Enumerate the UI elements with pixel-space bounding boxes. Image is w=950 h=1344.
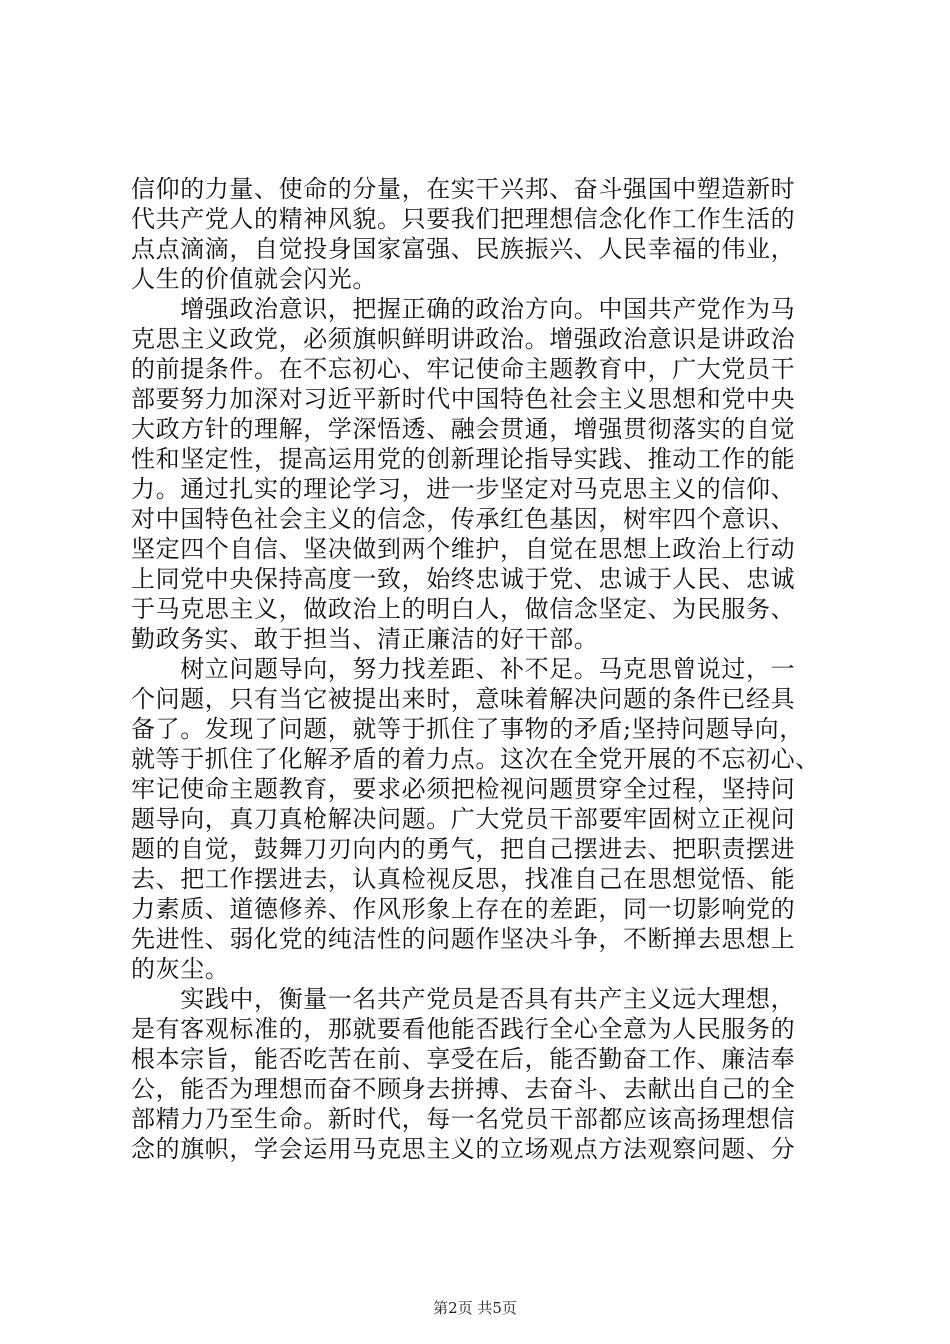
paragraph-start-line: 增强政治意识，把握正确的政治方向。中国共产党作为马 [131, 295, 796, 323]
text-line: 性和坚定性，提高运用党的创新理论指导实践、推动工作的能 [131, 445, 796, 473]
text-line: 于马克思主义，做政治上的明白人，做信念坚定、为民服务、 [131, 595, 796, 623]
text-line: 上同党中央保持高度一致，始终忠诚于党、忠诚于人民、忠诚 [131, 565, 796, 593]
text-line: 的前提条件。在不忘初心、牢记使命主题教育中，广大党员干 [131, 355, 796, 383]
text-line: 部要努力加深对习近平新时代中国特色社会主义思想和党中央 [131, 385, 796, 413]
text-line: 力素质、道德修养、作风形象上存在的差距，同一切影响党的 [131, 895, 796, 923]
text-line: 题的自觉，鼓舞刀刃向内的勇气，把自己摆进去、把职责摆进 [131, 835, 796, 863]
text-line: 就等于抓住了化解矛盾的着力点。这次在全党开展的不忘初心、 [131, 745, 820, 773]
text-line: 点点滴滴，自觉投身国家富强、民族振兴、人民幸福的伟业， [131, 235, 796, 263]
text-line: 个问题，只有当它被提出来时，意味着解决问题的条件已经具 [131, 685, 796, 713]
text-line: 牢记使命主题教育，要求必须把检视问题贯穿全过程，坚持问 [131, 775, 796, 803]
text-line: 勤政务实、敢于担当、清正廉洁的好干部。 [131, 625, 599, 653]
text-line: 念的旗帜，学会运用马克思主义的立场观点方法观察问题、分 [131, 1135, 796, 1163]
text-line: 备了。发现了问题，就等于抓住了事物的矛盾;坚持问题导向， [131, 715, 804, 743]
text-line: 题导向，真刀真枪解决问题。广大党员干部要牢固树立正视问 [131, 805, 796, 833]
text-line: 坚定四个自信、坚决做到两个维护，自觉在思想上政治上行动 [131, 535, 796, 563]
text-line: 克思主义政党，必须旗帜鲜明讲政治。增强政治意识是讲政治 [131, 325, 796, 353]
text-line: 根本宗旨，能否吃苦在前、享受在后，能否勤奋工作、廉洁奉 [131, 1045, 796, 1073]
text-line: 部精力乃至生命。新时代，每一名党员干部都应该高扬理想信 [131, 1105, 796, 1133]
text-line: 信仰的力量、使命的分量，在实干兴邦、奋斗强国中塑造新时 [131, 175, 796, 203]
text-line: 的灰尘。 [131, 955, 230, 983]
text-line: 去、把工作摆进去，认真检视反思，找准自己在思想觉悟、能 [131, 865, 796, 893]
text-line: 对中国特色社会主义的信念，传承红色基因，树牢四个意识、 [131, 505, 796, 533]
page-footer [0, 1298, 950, 1318]
text-line: 公，能否为理想而奋不顾身去拼搏、去奋斗、去献出自己的全 [131, 1075, 796, 1103]
text-line: 人生的价值就会闪光。 [131, 265, 377, 293]
paragraph-start-line: 树立问题导向，努力找差距、补不足。马克思曾说过，一 [131, 655, 796, 683]
text-line: 是有客观标准的，那就要看他能否践行全心全意为人民服务的 [131, 1015, 796, 1043]
text-line: 先进性、弱化党的纯洁性的问题作坚决斗争，不断掸去思想上 [131, 925, 796, 953]
body-text [131, 174, 821, 1164]
text-line: 力。通过扎实的理论学习，进一步坚定对马克思主义的信仰、 [131, 475, 796, 503]
page-number-label: 第2页 共5页 [433, 1299, 517, 1317]
text-line: 代共产党人的精神风貌。只要我们把理想信念化作工作生活的 [131, 205, 796, 233]
paragraph-start-line: 实践中，衡量一名共产党员是否具有共产主义远大理想， [131, 985, 796, 1013]
text-line: 大政方针的理解，学深悟透、融会贯通，增强贯彻落实的自觉 [131, 415, 796, 443]
